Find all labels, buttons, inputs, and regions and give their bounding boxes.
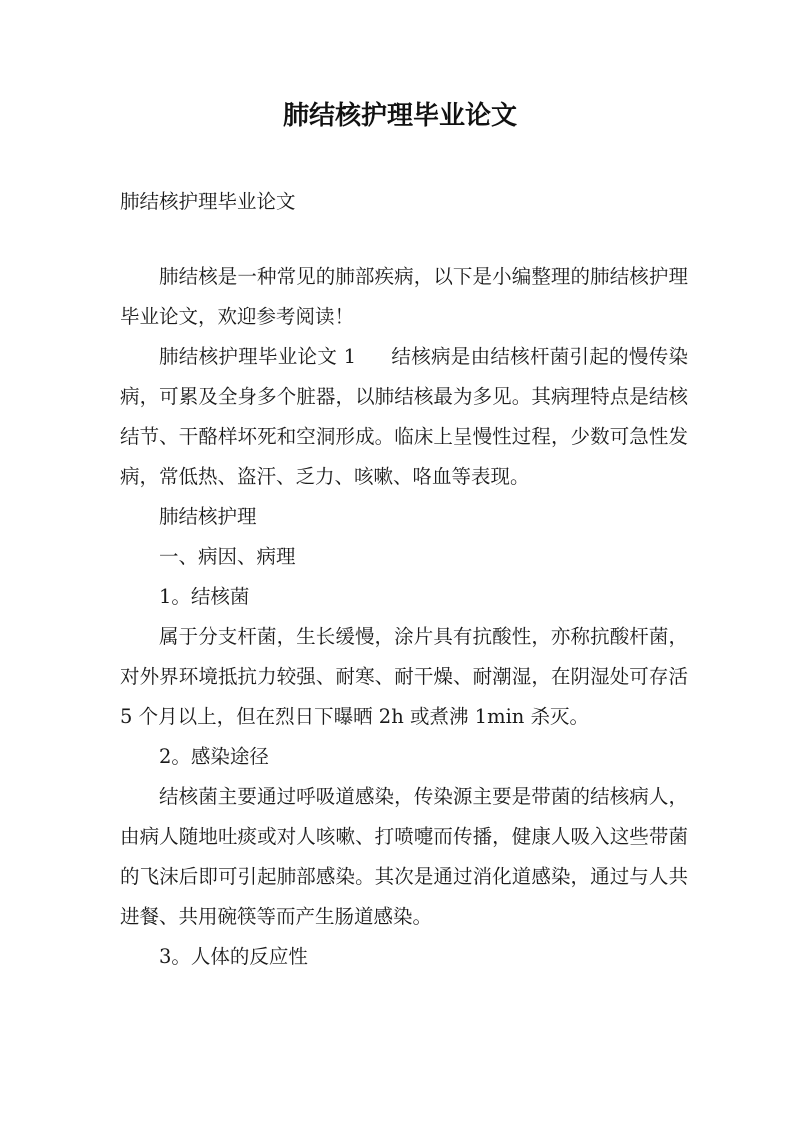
- article-heading: 肺结核护理毕业论文 1: [159, 345, 357, 368]
- intro-paragraph: 肺结核是一种常见的肺部疾病，以下是小编整理的肺结核护理毕业论文，欢迎参考阅读！: [120, 265, 688, 328]
- article-lead-text: 结核病是由结核杆菌引起的慢传染病，可累及全身多个脏器，以肺结核最为多见。其病理特点是结核结节、干酪样坏死和空洞形成。临床上呈慢性过程，少数可急性发病，常低热、盗汗、乏力、咳嗽、咯血等表现。: [120, 345, 688, 488]
- item-2-title: 2。感染途径: [159, 745, 269, 768]
- item-2-paragraph: 结核菌主要通过呼吸道感染，传染源主要是带菌的结核病人，由病人随地吐痰或对人咳嗽、打喷嚏而传播，健康人吸入这些带菌的飞沫后即可引起肺部感染。其次是通过消化道感染，通过与人共进餐、共用碗筷等而产生肠道感染。: [120, 785, 688, 928]
- item-1-title: 1。结核菌: [159, 585, 250, 608]
- document-body: [120, 257, 688, 977]
- item-3-title: 3。人体的反应性: [159, 945, 308, 968]
- chapter-heading: 一、病因、病理: [159, 545, 296, 568]
- item-1-paragraph: 属于分支杆菌，生长缓慢，涂片具有抗酸性，亦称抗酸杆菌，对外界环境抵抗力较强、耐寒、耐干燥、耐潮湿，在阴湿处可存活 5 个月以上，但在烈日下曝晒 2h 或煮沸 1min 杀灭。: [120, 625, 688, 728]
- document-title: 肺结核护理毕业论文: [282, 101, 517, 131]
- section-title: 肺结核护理: [159, 505, 257, 528]
- document-subtitle: 肺结核护理毕业论文: [120, 190, 296, 213]
- article-paragraph: [120, 337, 688, 497]
